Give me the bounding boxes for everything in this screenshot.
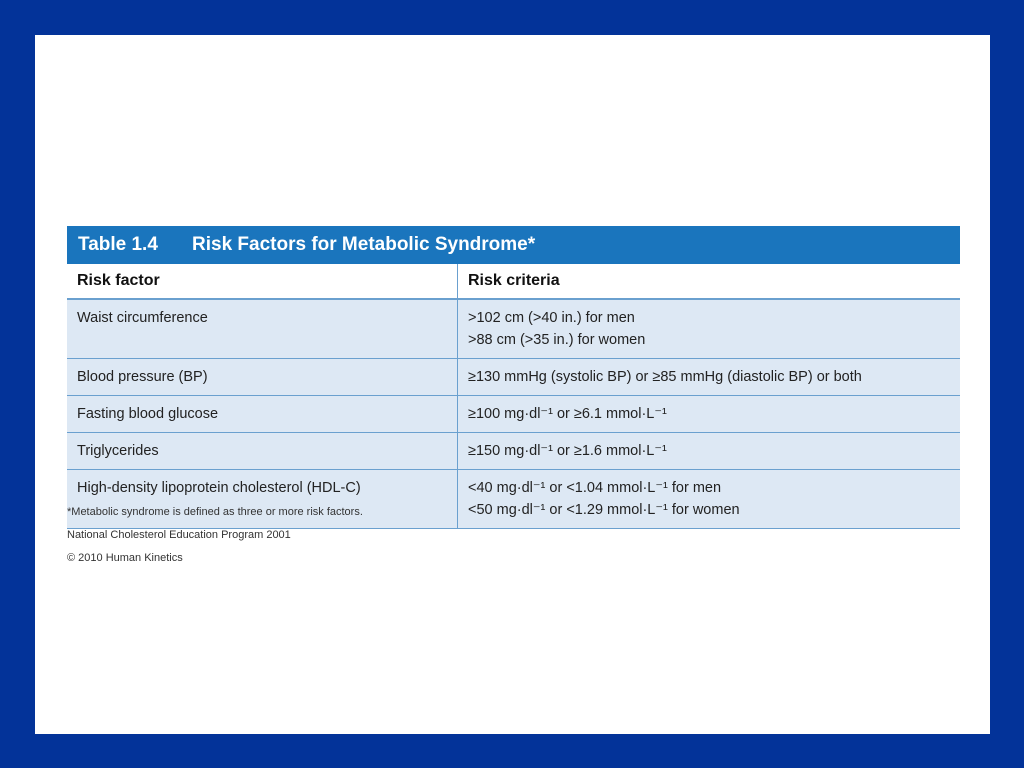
risk-factor-cell: Blood pressure (BP)	[67, 359, 458, 396]
risk-factors-table	[67, 226, 960, 529]
table-title: Risk Factors for Metabolic Syndrome*	[192, 234, 536, 255]
risk-factor-cell: High-density lipoprotein cholesterol (HDL-C)	[67, 470, 458, 529]
footnote-copyright: © 2010 Human Kinetics	[67, 552, 183, 564]
risk-factor-cell: Triglycerides	[67, 433, 458, 470]
footnotes	[67, 501, 363, 570]
table-row	[67, 396, 960, 433]
column-header-risk-factor: Risk factor	[67, 264, 458, 299]
footnote-source: National Cholesterol Education Program 2001	[67, 529, 291, 541]
footnote-definition: *Metabolic syndrome is defined as three or more risk factors.	[67, 506, 363, 518]
risk-criteria-cell	[458, 433, 961, 470]
risk-criteria-cell	[458, 396, 961, 433]
criteria-line: ≥150 mg·dl⁻¹ or ≥1.6 mmol·L⁻¹	[468, 443, 667, 459]
risk-criteria-cell	[458, 470, 961, 529]
criteria-line: >88 cm (>35 in.) for women	[468, 332, 646, 348]
table-title-bar	[67, 226, 960, 264]
risk-criteria-cell	[458, 359, 961, 396]
criteria-line: >102 cm (>40 in.) for men	[468, 310, 635, 326]
criteria-line: <50 mg·dl⁻¹ or <1.29 mmol·L⁻¹ for women	[468, 502, 740, 518]
table-row	[67, 359, 960, 396]
table-row	[67, 299, 960, 359]
criteria-line: ≥100 mg·dl⁻¹ or ≥6.1 mmol·L⁻¹	[468, 406, 667, 422]
risk-factor-cell: Fasting blood glucose	[67, 396, 458, 433]
risk-criteria-cell	[458, 299, 961, 359]
table-number: Table 1.4	[78, 234, 158, 255]
data-table	[67, 264, 960, 529]
criteria-line: <40 mg·dl⁻¹ or <1.04 mmol·L⁻¹ for men	[468, 480, 722, 496]
column-header-risk-criteria: Risk criteria	[458, 264, 961, 299]
criteria-line: ≥130 mmHg (systolic BP) or ≥85 mmHg (diastolic BP) or both	[468, 369, 862, 385]
slide	[35, 35, 990, 734]
table-row	[67, 433, 960, 470]
header-row	[67, 264, 960, 299]
risk-factor-cell: Waist circumference	[67, 299, 458, 359]
